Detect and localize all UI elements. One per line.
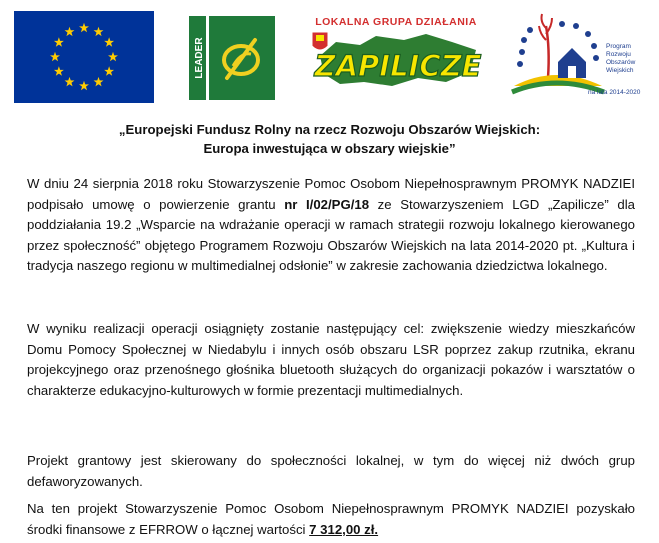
lgd-coat-detail — [316, 35, 324, 41]
leader-logo-stripe — [206, 16, 209, 100]
prow-text-line-5: na lata 2014-2020 — [588, 89, 641, 96]
paragraph-1-text-b: ze Stowarzyszeniem LGD „Zapilicze” dla poddziałania 19.2 „Wsparcie na wdrażanie operacji w ramach strategii rozwoju lokalnego kierowanego przez społeczność” objętego Programem Rozwoju Obszarów Wiejskich na lata 2014-2020 pt. „Kultura i tradycja naszego regionu w multimedialnej odsłonie” w zakresie zachowania dziedzictwa lokalnego. — [27, 196, 635, 273]
paragraph-3-text: Projekt grantowy jest skierowany do społeczności lokalnej, w tym do więcej niż dwóch grup defaworyzowanych. — [27, 453, 635, 489]
eu-flag-icon — [14, 11, 154, 103]
prow-house-door — [568, 66, 576, 78]
paragraph-target-group — [27, 451, 635, 492]
logo-strip — [0, 8, 659, 100]
paragraph-4-text: Na ten projekt Stowarzyszenie Pomoc Osobom Niepełnosprawnym PROMYK NADZIEI pozyskało środki finansowe z EFRROW o łącznej wartości — [27, 501, 635, 537]
lgd-top-text: LOKALNA GRUPA DZIAŁANIA — [315, 16, 477, 28]
prow-wheat-ears — [539, 14, 552, 40]
page-title — [0, 120, 659, 158]
prow-text-line-1: Program — [606, 43, 631, 50]
paragraph-2-text: W wyniku realizacji operacji osiągnięty zostanie następujący cel: zwiększenie wiedzy mieszkańców Domu Pomocy Społecznej w Niedabylu i innych osób obszaru LSR poprzez zakup rzutnika, ekranu projekcyjnego oraz przenośnego głośnika bluetooth służących do organizacji pokazów i warsztatów o charakterze edukacyjno-kulturowych w formie prezentacji multimedialnych. — [27, 321, 635, 398]
lgd-name-text: ZAPILICZE — [314, 49, 482, 83]
paragraph-grant-agreement — [27, 174, 635, 277]
paragraph-1-text-a: W dniu 24 sierpnia 2018 roku Stowarzyszenie Pomoc Osobom Niepełnosprawnym PROMYK NADZIEI podpisało umowę o powierzenie grantu — [27, 176, 635, 212]
prow-logo-icon — [506, 8, 646, 106]
lgd-zapilicze-logo-icon — [306, 12, 486, 102]
title-line-1: „Europejski Fundusz Rolny na rzecz Rozwoju Obszarów Wiejskich: — [118, 122, 541, 137]
leader-logo-icon — [189, 16, 275, 100]
prow-stars — [517, 21, 599, 67]
prow-text-line-4: Wiejskich — [606, 67, 634, 74]
prow-text-line-2: Rozwoju — [606, 51, 631, 58]
title-line-2: Europa inwestująca w obszary wiejskie” — [203, 141, 456, 156]
leader-logo-text: LEADER — [194, 37, 205, 79]
funding-amount: 7 312,00 zł. — [309, 521, 379, 537]
prow-text-line-3: Obszarów — [606, 59, 636, 66]
paragraph-funding — [27, 499, 635, 540]
paragraph-project-goal — [27, 319, 635, 401]
grant-number: nr I/02/PG/18 — [284, 196, 370, 212]
